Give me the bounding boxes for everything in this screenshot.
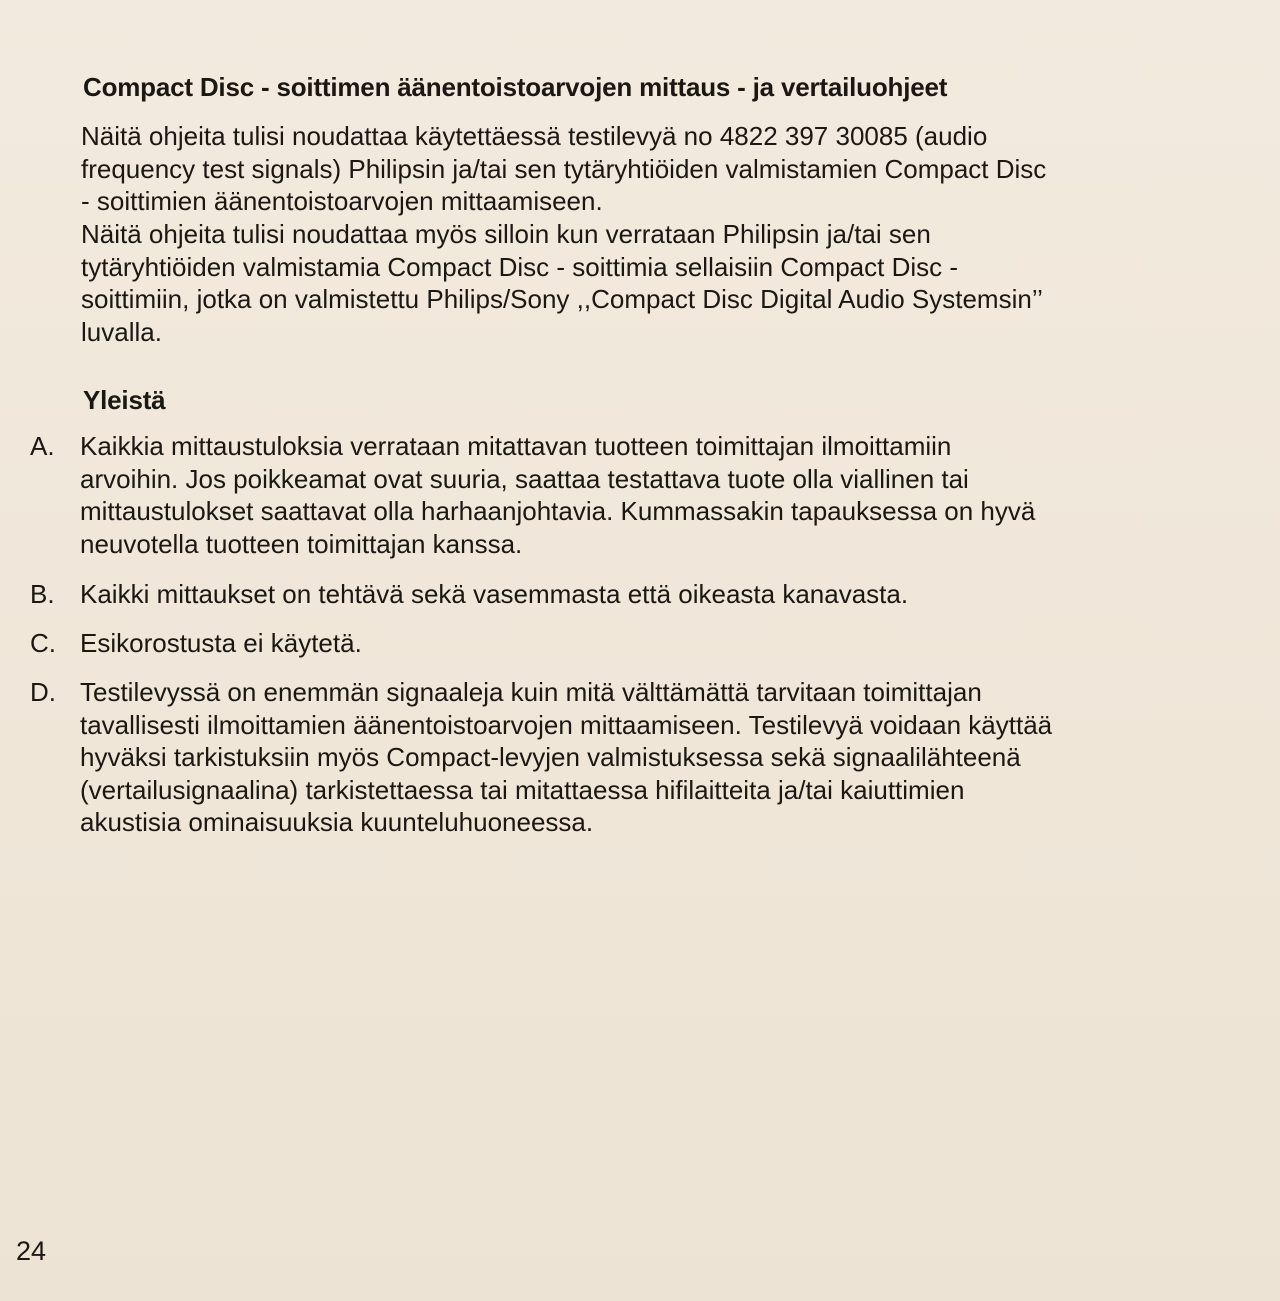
text-line: tytäryhtiöiden valmistamia Compact Disc - soittimia sellaisiin Compact Disc -	[81, 251, 959, 282]
text-line: Kaikkia mittaustuloksia verrataan mitattavan tuotteen toimittajan ilmoittamiin	[80, 431, 952, 461]
list-marker: D.	[30, 677, 56, 707]
text-line: frequency test signals) Philipsin ja/tai sen tytäryhtiöiden valmistamien Compact Disc	[81, 153, 1047, 184]
list-marker: B.	[30, 579, 55, 609]
section-heading: Yleistä	[83, 385, 166, 415]
text-line: luvalla.	[81, 316, 162, 347]
list-item-text	[80, 430, 1035, 560]
text-line: Testilevyssä on enemmän signaaleja kuin mitä välttämättä tarvitaan toimittajan	[80, 677, 982, 707]
list-item-text	[80, 578, 908, 611]
text-line: tavallisesti ilmoittamien äänentoistoarvojen mittaamiseen. Testilevyä voidaan käyttää	[80, 709, 1053, 740]
text-line: arvoihin. Jos poikkeamat ovat suuria, saattaa testattava tuote olla viallinen tai	[80, 463, 969, 494]
list-item-text	[80, 676, 1052, 839]
text-line: (vertailusignaalina) tarkistettaessa tai mitattaessa hifilaitteita ja/tai kaiuttimien	[80, 774, 965, 805]
list-marker: C.	[30, 628, 56, 658]
list-marker: A.	[30, 431, 55, 461]
intro-paragraph-2	[81, 218, 1241, 348]
text-line: soittimiin, jotka on valmistettu Philips/Sony ,,Compact Disc Digital Audio Systemsin’’	[81, 284, 1043, 315]
text-line: Näitä ohjeita tulisi noudattaa käytettäessä testilevyä no 4822 397 30085 (audio	[81, 121, 988, 151]
intro-paragraph-1	[81, 120, 1241, 218]
text-line: hyväksi tarkistuksiin myös Compact-levyjen valmistuksessa sekä signaalilähteenä	[80, 742, 1021, 773]
page-number: 24	[16, 1236, 47, 1266]
page-title: Compact Disc - soittimen äänentoistoarvojen mittaus - ja vertailuohjeet	[83, 72, 948, 102]
text-line: - soittimien äänentoistoarvojen mittaamiseen.	[81, 186, 603, 217]
list-item-text	[80, 627, 362, 660]
text-line: Esikorostusta ei käytetä.	[80, 628, 362, 658]
text-line: Näitä ohjeita tulisi noudattaa myös silloin kun verrataan Philipsin ja/tai sen	[81, 219, 931, 249]
text-line: mittaustulokset saattavat olla harhaanjohtavia. Kummassakin tapauksessa on hyvä	[80, 496, 1036, 527]
text-line: Kaikki mittaukset on tehtävä sekä vasemmasta että oikeasta kanavasta.	[80, 579, 909, 609]
text-line: akustisia ominaisuuksia kuunteluhuoneessa.	[80, 807, 594, 838]
text-line: neuvotella tuotteen toimittajan kanssa.	[80, 528, 523, 559]
